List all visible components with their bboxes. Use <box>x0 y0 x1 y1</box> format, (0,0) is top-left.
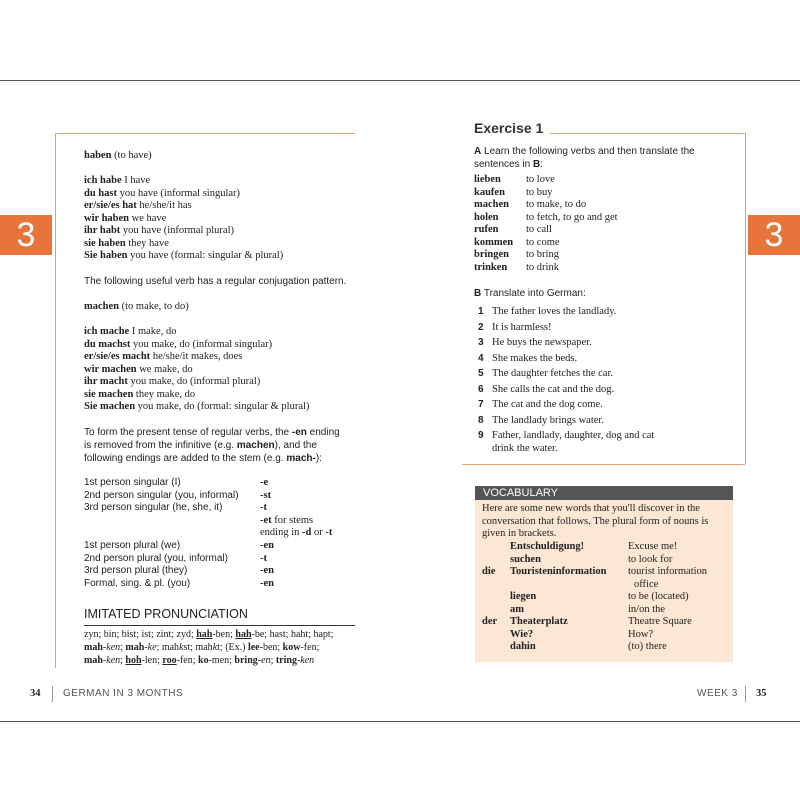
ending-person: 3rd person singular (he, she, it) <box>84 502 223 513</box>
verb-german: machen <box>474 199 509 210</box>
pronunciation-syllable: k <box>179 642 184 653</box>
machen-form: du machst you make, do (informal singular) <box>84 338 273 350</box>
sentence-text: The cat and the dog come. <box>492 399 603 410</box>
ending-suffix: -t <box>260 552 267 564</box>
pronunciation-syllable: -fen; <box>176 655 199 666</box>
machen-form: ich mache I make, do <box>84 326 177 337</box>
ending-person: 3rd person plural (they) <box>84 565 188 576</box>
pronunciation-syllable: hoh <box>125 655 142 666</box>
haben-form: ihr habt you have (informal plural) <box>84 225 234 236</box>
ending-suffix: -en <box>260 540 274 551</box>
pronunciation-syllable: mah <box>84 642 103 653</box>
verb-german: rufen <box>474 224 499 235</box>
sentence-number: 9 <box>478 430 484 441</box>
footer-divider-right <box>745 686 746 702</box>
haben-form: du hast you have (informal singular) <box>84 187 241 199</box>
exercise-right-rule <box>745 133 746 464</box>
pronunciation-syllable: st; mah <box>183 642 213 653</box>
verb-english: to buy <box>526 186 553 198</box>
pronunciation-syllable: kow <box>282 642 301 653</box>
verb-german: kommen <box>474 236 514 248</box>
pronunciation-heading: IMITATED PRONUNCIATION <box>84 607 248 621</box>
sentence-number: 1 <box>478 306 484 317</box>
vocab-german: liegen <box>510 591 537 602</box>
pronunciation-syllable: -ben; <box>212 629 236 640</box>
machen-form: Sie machen you make, do (formal: singular & plural) <box>84 401 310 412</box>
sentence-text-continued: drink the water. <box>492 443 558 454</box>
ending-suffix: -st <box>260 489 272 501</box>
vocab-english: (to) there <box>628 641 667 652</box>
pronunciation-syllable: ; mah <box>156 642 180 653</box>
pronunciation-syllable: ; <box>120 642 126 653</box>
part-b-instructions: B Translate into German: <box>474 288 586 299</box>
stem-note: -et for stems <box>260 514 314 526</box>
sentence-text: The landlady brings water. <box>492 414 604 426</box>
present-tense-line: To form the present tense of regular verbs, the -en ending <box>84 427 340 438</box>
sentence-text: She makes the beds. <box>492 352 578 364</box>
pronunciation-syllable: -be; hast; haht; hapt; <box>251 629 334 640</box>
pronunciation-syllable: -len; <box>141 655 163 666</box>
verb-german: lieben <box>474 174 501 185</box>
sentence-text: She calls the cat and the dog. <box>492 383 615 395</box>
machen-form: sie machen they make, do <box>84 388 196 400</box>
sentence-number: 6 <box>478 383 484 395</box>
vocab-english: to look for <box>628 553 673 565</box>
ending-person: 1st person plural (we) <box>84 540 181 551</box>
sentence-text: He buys the newspaper. <box>492 337 592 348</box>
pronunciation-syllable: k <box>212 642 218 653</box>
ending-person: 2nd person plural (you, informal) <box>84 552 228 564</box>
pronunciation-syllable: lee <box>247 642 260 653</box>
ending-suffix: -e <box>260 477 269 488</box>
vocabulary-intro: Here are some new words that you'll discover in the <box>482 503 700 514</box>
verb-english: to drink <box>526 261 559 273</box>
haben-form: sie haben they have <box>84 237 169 249</box>
left-side-rule <box>55 133 56 668</box>
pronunciation-line <box>84 642 319 653</box>
vocab-german: Touristeninformation <box>510 566 607 577</box>
vocab-german: am <box>510 603 524 615</box>
pronunciation-line <box>84 655 314 666</box>
ending-person: 2nd person singular (you, informal) <box>84 489 239 501</box>
machen-form: ihr macht you make, do (informal plural) <box>84 376 261 387</box>
verb-english: to bring <box>526 249 559 260</box>
exercise-top-rule <box>550 133 745 134</box>
verb-english: to come <box>526 236 560 248</box>
present-tense-line: is removed from the infinitive (e.g. machen), and the <box>84 440 317 451</box>
stem-note: ending in -d or -t <box>260 527 333 538</box>
ending-person: 1st person singular (I) <box>84 477 181 488</box>
haben-form: ich habe I have <box>84 175 151 186</box>
pronunciation-syllable: ken <box>106 655 121 666</box>
vocab-english: in/on the <box>628 603 666 615</box>
sentence-text: Father, landlady, daughter, dog and cat <box>492 430 655 441</box>
sentence-text: The daughter fetches the car. <box>492 368 613 379</box>
page-number-right: 35 <box>756 688 767 699</box>
verb-german: kaufen <box>474 186 505 198</box>
verb-german: trinken <box>474 261 508 273</box>
vocabulary-heading: VOCABULARY <box>475 486 733 500</box>
pronunciation-syllable: roo <box>162 655 177 666</box>
pronunciation-syllable: ken <box>106 642 121 653</box>
sentence-number: 5 <box>478 368 484 379</box>
vocab-article: die <box>482 566 496 577</box>
pronunciation-line <box>84 629 333 640</box>
pronunciation-syllable: - <box>257 655 262 666</box>
machen-form: er/sie/es macht he/she/it makes, does <box>84 351 243 362</box>
vocab-english: tourist information <box>628 566 708 577</box>
verb-english: to fetch, to go and get <box>526 211 618 223</box>
pronunciation-syllable: ko <box>198 655 209 666</box>
pronunciation-syllable: -ben; <box>259 642 283 653</box>
verb-english: to love <box>526 174 555 185</box>
vocab-english: to be (located) <box>628 591 689 602</box>
pronunciation-syllable: bring <box>234 655 258 666</box>
haben-form: Sie haben you have (formal: singular & plural) <box>84 250 284 261</box>
vocab-english: Theatre Square <box>628 616 692 627</box>
week-label: WEEK 3 <box>697 688 738 699</box>
present-tense-line: following endings are added to the stem (e.g. mach-): <box>84 453 322 464</box>
verb-german: holen <box>474 211 499 223</box>
vocab-english: office <box>634 578 659 590</box>
pronunciation-syllable: - <box>102 655 107 666</box>
sentence-number: 3 <box>478 337 484 348</box>
pronunciation-syllable: zyn; bin; bist; ist; zint; zyd; <box>84 629 197 640</box>
vocabulary-intro: given in brackets. <box>482 528 557 539</box>
vocab-german: Wie? <box>510 628 534 640</box>
pronunciation-syllable: t; (Ex.) <box>217 642 248 653</box>
pronunciation-syllable: - <box>102 642 107 653</box>
pronunciation-syllable: hah <box>235 629 252 640</box>
haben-title: haben (to have) <box>84 150 152 161</box>
ending-person: Formal, sing. & pl. (you) <box>84 577 191 589</box>
sentence-text: The father loves the landlady. <box>492 306 617 317</box>
pronunciation-syllable: mah <box>125 642 145 653</box>
vocab-german: suchen <box>510 553 541 565</box>
pronunciation-syllable: ; <box>270 655 276 666</box>
pronunciation-syllable: mah <box>84 655 103 666</box>
verb-english: to call <box>526 224 552 235</box>
pronunciation-syllable: tring <box>275 655 297 666</box>
vocab-english: Excuse me! <box>628 541 678 552</box>
pronunciation-syllable: -men; <box>208 655 235 666</box>
vocab-article: der <box>482 616 498 627</box>
left-top-rule <box>55 133 355 134</box>
vocab-english: How? <box>628 628 654 640</box>
verb-english: to make, to do <box>526 199 587 210</box>
verb-german: bringen <box>474 249 510 260</box>
vocab-german: Theaterplatz <box>510 616 568 627</box>
vocab-german: dahin <box>510 641 536 652</box>
vocab-german: Entschuldigung! <box>510 541 585 552</box>
sentence-number: 8 <box>478 414 484 426</box>
sentence-number: 4 <box>478 352 484 364</box>
pronunciation-syllable: ke <box>147 642 157 653</box>
machen-form: wir machen we make, do <box>84 363 193 375</box>
footer-divider-left <box>52 686 53 702</box>
book-title: GERMAN IN 3 MONTHS <box>63 688 184 699</box>
vocabulary-intro: conversation that follows. The plural form of nouns is <box>482 515 709 527</box>
exercise-title: Exercise 1 <box>474 120 544 136</box>
part-a-instructions: A Learn the following verbs and then translate the <box>474 146 695 157</box>
haben-form: wir haben we have <box>84 212 167 224</box>
chapter-tab-left: 3 <box>0 215 52 255</box>
pronunciation-syllable: ; <box>120 655 126 666</box>
exercise-bottom-rule <box>462 464 745 465</box>
sentence-number: 7 <box>478 399 484 410</box>
pronunciation-syllable: - <box>296 655 301 666</box>
pronunciation-syllable: - <box>144 642 148 653</box>
ending-suffix: -en <box>260 577 274 589</box>
pronunciation-syllable: en <box>261 655 271 666</box>
pronunciation-syllable: hah <box>196 629 213 640</box>
pronunciation-syllable: ken <box>300 655 315 666</box>
part-a-instructions: sentences in B: <box>474 159 543 170</box>
machen-title: machen (to make, to do) <box>84 301 189 312</box>
haben-form: er/sie/es hat he/she/it has <box>84 200 192 211</box>
sentence-number: 2 <box>478 321 484 333</box>
chapter-tab-right: 3 <box>748 215 800 255</box>
ending-suffix: -en <box>260 565 274 576</box>
useful-verb-note: The following useful verb has a regular conjugation pattern. <box>84 276 347 287</box>
sentence-text: It is harmless! <box>492 321 552 333</box>
pronunciation-rule <box>84 625 355 626</box>
page-number-left: 34 <box>30 688 41 699</box>
ending-suffix: -t <box>260 502 267 513</box>
pronunciation-syllable: -fen; <box>300 642 320 653</box>
